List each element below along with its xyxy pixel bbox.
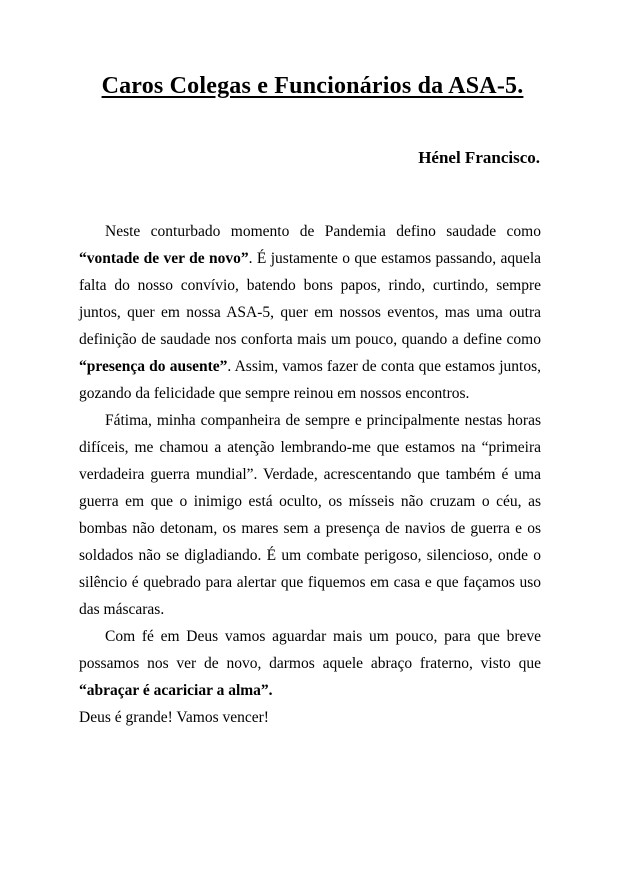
text-run: Fátima, minha companheira de sempre e principalmente nestas horas difíceis, me chamou a atenção lembrando-me que estamos na “primeira verdadeira guerra mundial”. Verdade, acrescentando que também é uma guerra em que o inimigo está oculto, os mísseis não cruzam o céu, as bombas não detonam, os mares sem a presença de navios de guerra e os soldados não se digladiando. É um combate perigoso, silencioso, onde o silêncio é quebrado para alertar que fiquemos em casa e que façamos uso das máscaras. <box>79 412 541 618</box>
document-body <box>79 218 541 731</box>
paragraph-1 <box>79 218 541 407</box>
paragraph-3 <box>79 623 541 704</box>
text-run: “vontade de ver de novo” <box>79 250 249 267</box>
text-run: “abraçar é acariciar a alma”. <box>79 682 273 699</box>
text-run: Com fé em Deus vamos aguardar mais um pouco, para que breve possamos nos ver de novo, darmos aquele abraço fraterno, visto que <box>79 628 541 672</box>
text-run: Neste conturbado momento de Pandemia defino saudade como <box>105 223 541 240</box>
text-run: “presença do ausente” <box>79 358 228 375</box>
text-run: . Assim, vamos fazer de conta que estamos juntos, gozando da felicidade que sempre reinou em nossos encontros. <box>79 358 541 402</box>
paragraph-4 <box>79 704 541 731</box>
text-run: . É justamente o que estamos passando, aquela falta do nosso convívio, batendo bons papos, rindo, curtindo, sempre juntos, quer em nossa ASA-5, quer em nossos eventos, mas uma outra definição de saudade nos conforta mais um pouco, quando a define como <box>79 250 541 348</box>
document-title: Caros Colegas e Funcionários da ASA-5. <box>101 73 524 99</box>
author-name: Hénel Francisco. <box>418 148 540 167</box>
paragraph-2 <box>79 407 541 623</box>
text-run: Deus é grande! Vamos vencer! <box>79 709 269 726</box>
